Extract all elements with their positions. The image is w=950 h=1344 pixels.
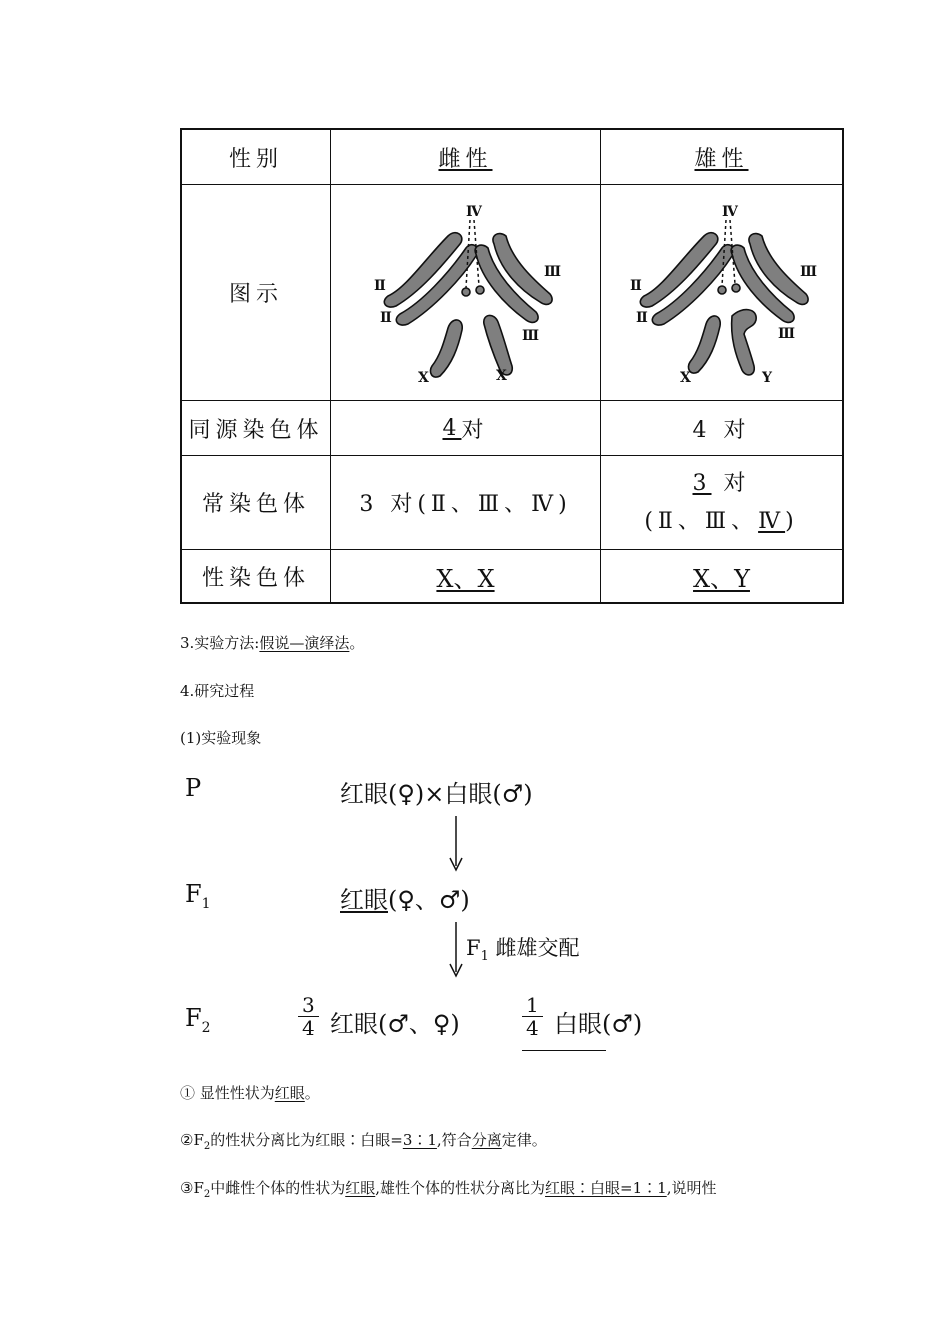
c1-prefix: ① 显性性状为 (180, 1084, 275, 1102)
female-sex-chromosome (331, 550, 601, 602)
header-sex (182, 130, 331, 185)
method-paragraph (180, 632, 364, 653)
male-sex-chromosome-value: X、Y (693, 564, 750, 593)
c1-dominant: 红眼 (274, 1084, 305, 1102)
female-label-ii-bot: Ⅱ (379, 309, 397, 326)
conclusion-3 (180, 1177, 716, 1200)
male-homologous (601, 401, 842, 456)
f2-white-phenotype: 白眼(♂) (554, 1010, 643, 1038)
karyotype-table (180, 128, 844, 604)
f2-red-phenotype: 红眼(♂、♀) (330, 1010, 460, 1038)
c3-male-ratio: 红眼∶白眼=1∶1 (545, 1179, 667, 1197)
male-label-ii-bot: Ⅱ (635, 309, 653, 326)
f2-red-fraction (298, 994, 319, 1039)
f1-sub: 1 (201, 895, 211, 912)
c2-sub: 2 (203, 1141, 211, 1152)
male-label-iii-top: Ⅲ (799, 263, 822, 280)
f2-red-denominator: 4 (302, 1016, 315, 1040)
method-suffix: 。 (349, 634, 365, 652)
female-karyotype-diagram (366, 198, 566, 388)
method-name: 假说—演绎法 (259, 634, 350, 652)
female-label-iii-top: Ⅲ (543, 263, 566, 280)
female-label-x1: X (417, 369, 434, 386)
gen-p-cross: 红眼(♀)×白眼(♂) (340, 780, 533, 808)
female-autosome-value: 3 对(Ⅱ、Ⅲ、Ⅳ) (359, 492, 572, 517)
sex-chromosome-label: 性染色体 (201, 565, 310, 591)
c2-mid: 的性状分离比为红眼∶白眼= (210, 1131, 403, 1149)
phenomenon-heading: (1)实验现象 (180, 729, 262, 747)
f2-red-numerator: 3 (298, 994, 319, 1017)
diagram-label: 图示 (228, 282, 283, 307)
row-diagram-label (182, 185, 331, 401)
c3-prefix: ③F (180, 1179, 204, 1197)
note-sub: 1 (480, 949, 489, 965)
arrow-note (466, 932, 580, 964)
gen-f2-label (185, 1004, 211, 1036)
c3-female-trait: 红眼 (345, 1179, 376, 1197)
female-label-iii-bot: Ⅲ (521, 327, 544, 344)
male-label-y: Y (761, 369, 777, 386)
f2-sub: 2 (201, 1019, 211, 1036)
f1-sexes: (♀、♂) (388, 886, 470, 914)
f2-white-denominator: 4 (526, 1016, 539, 1040)
row-autosome-label (182, 456, 331, 550)
male-karyotype-diagram (622, 198, 822, 388)
autosome-label: 常染色体 (201, 492, 310, 517)
male-homologous-value: 4 对 (692, 417, 751, 443)
c1-suffix: 。 (304, 1084, 320, 1102)
female-label-ii-top: Ⅱ (373, 277, 391, 294)
c3-suffix: ,说明性 (666, 1179, 717, 1197)
female-homologous-num: 4 (442, 415, 462, 441)
c3-sub: 2 (203, 1189, 211, 1200)
header-female (331, 130, 601, 185)
male-autosome-num: 3 (692, 470, 712, 496)
gen-p-label: P (185, 774, 202, 802)
header-female-label: 雌性 (438, 146, 493, 172)
male-label-iv: Ⅳ (721, 203, 743, 220)
c2-mid2: ,符合 (436, 1131, 472, 1149)
conclusion-2 (180, 1129, 547, 1152)
row-sex-chromosome-label (182, 550, 331, 602)
male-label-x: X (679, 369, 696, 386)
note-f: F (466, 936, 481, 960)
process-heading: 4.研究过程 (180, 682, 255, 700)
header-male-label: 雄性 (694, 146, 749, 172)
male-autosome-unit: 对 (711, 470, 751, 496)
male-label-ii-top: Ⅱ (629, 277, 647, 294)
female-homologous (331, 401, 601, 456)
f2-white-underline (522, 1050, 606, 1051)
f1-red-eye: 红眼 (340, 886, 388, 914)
male-sex-chromosome (601, 550, 842, 602)
male-karyotype-cell (601, 185, 842, 401)
male-autosome (601, 456, 842, 550)
c2-prefix: ②F (180, 1131, 204, 1149)
gen-f1-label (185, 880, 211, 912)
male-autosome-close: ) (785, 508, 799, 534)
female-karyotype-cell (331, 185, 601, 401)
header-sex-label: 性别 (228, 146, 283, 172)
female-autosome (331, 456, 601, 550)
row-homologous-label (182, 401, 331, 456)
c2-suffix: 定律。 (501, 1131, 547, 1149)
female-label-x2: X (495, 367, 512, 384)
female-homologous-unit: 对 (461, 417, 489, 443)
female-sex-chromosome-value: X、X (436, 564, 495, 593)
male-label-iii-bot: Ⅲ (777, 325, 800, 342)
male-autosome-paren: (Ⅱ、Ⅲ、 (644, 508, 759, 534)
f2-white-fraction (522, 994, 543, 1039)
gen-f1-phenotype (340, 880, 470, 915)
header-male (601, 130, 842, 185)
c2-law: 分离 (471, 1131, 502, 1149)
conclusion-1 (180, 1082, 320, 1103)
method-prefix: 3.实验方法: (180, 634, 260, 652)
female-label-iv: Ⅳ (465, 203, 487, 220)
f1-letter: F (185, 880, 202, 908)
c3-mid: 中雌性个体的性状为 (210, 1179, 346, 1197)
note-rest: 雌雄交配 (488, 936, 580, 960)
f2-white-numerator: 1 (522, 994, 543, 1017)
f2-letter: F (185, 1004, 202, 1032)
c3-mid2: ,雄性个体的性状分离比为 (375, 1179, 546, 1197)
arrow-f1-to-f2 (446, 922, 466, 978)
arrow-p-to-f1 (446, 816, 466, 872)
male-autosome-iv: Ⅳ (758, 508, 786, 534)
homologous-label: 同源染色体 (188, 417, 324, 443)
c2-ratio: 3∶1 (402, 1131, 437, 1149)
